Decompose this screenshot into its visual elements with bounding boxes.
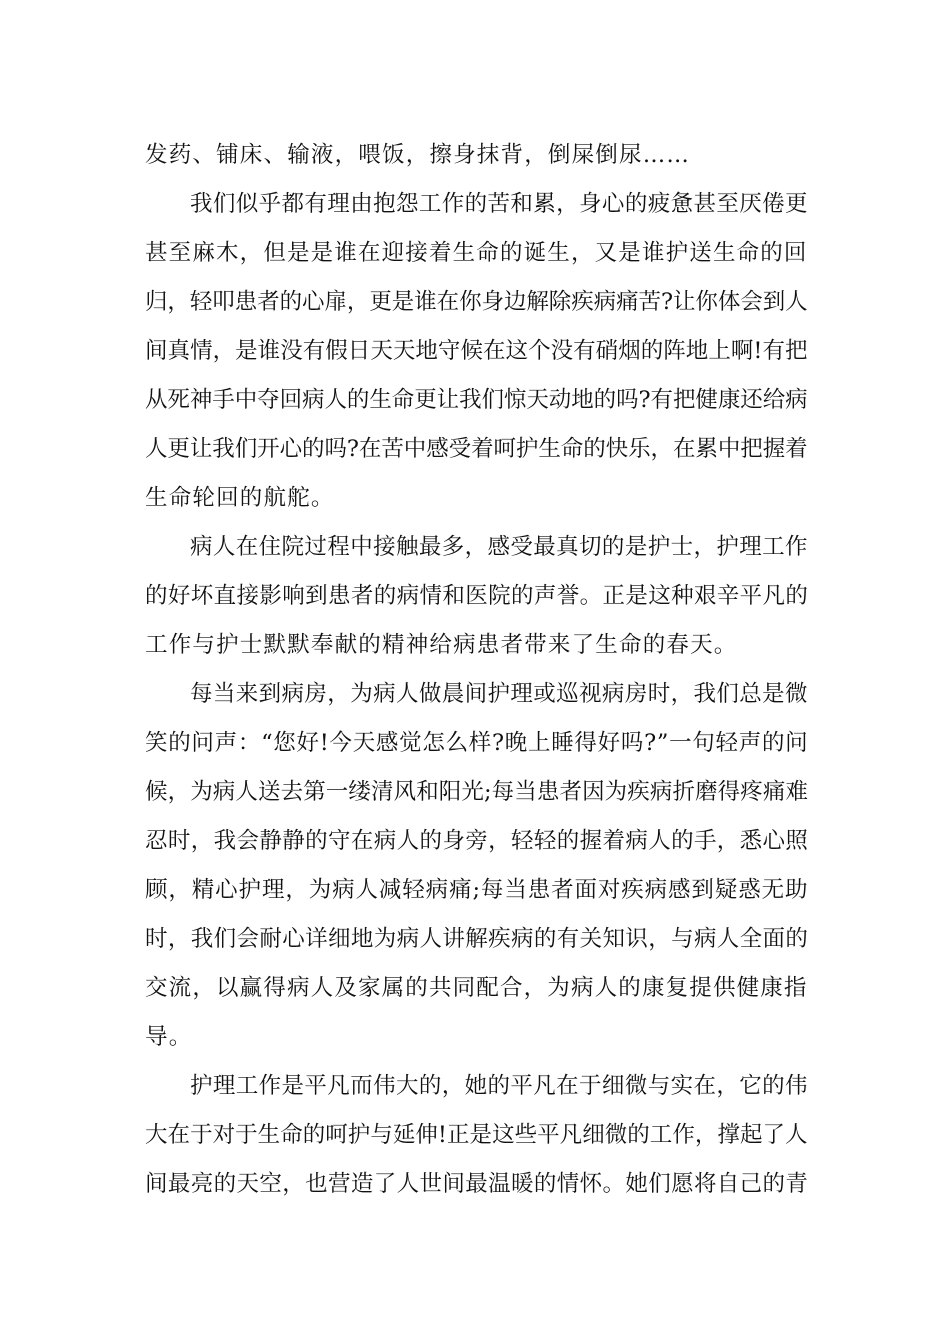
text-line xyxy=(145,768,808,817)
text-line xyxy=(145,621,808,670)
text-line xyxy=(145,425,808,474)
text-line-content: 人更让我们开心的吗?在苦中感受着呵护生命的快乐，在累中把握着 xyxy=(145,436,808,462)
text-line-content: 顾，精心护理，为病人减轻病痛;每当患者面对疾病感到疑惑无助 xyxy=(145,877,809,903)
text-line xyxy=(145,180,808,229)
text-line xyxy=(145,1111,808,1160)
text-line-content: 我们似乎都有理由抱怨工作的苦和累，身心的疲惫甚至厌倦更 xyxy=(190,191,808,217)
paragraph xyxy=(145,180,808,523)
text-line xyxy=(145,670,808,719)
paragraph xyxy=(145,523,808,670)
text-line-content: 生命轮回的航舵。 xyxy=(145,485,335,511)
text-line xyxy=(145,278,808,327)
paragraph xyxy=(145,670,808,1062)
text-line-content: 时，我们会耐心详细地为病人讲解疾病的有关知识，与病人全面的 xyxy=(145,926,809,952)
text-line xyxy=(145,376,808,425)
text-line-content: 笑的问声：“您好!今天感觉怎么样?晚上睡得好吗?”一句轻声的问 xyxy=(145,730,809,756)
text-line-content: 间最亮的天空，也营造了人世间最温暖的情怀。她们愿将自己的青 xyxy=(145,1171,809,1197)
text-line xyxy=(145,1160,808,1209)
text-line-content: 每当来到病房，为病人做晨间护理或巡视病房时，我们总是微 xyxy=(190,681,808,707)
text-line xyxy=(145,915,808,964)
text-line xyxy=(145,866,808,915)
body-text xyxy=(145,131,808,1209)
text-line xyxy=(145,817,808,866)
text-line-content: 导。 xyxy=(145,1024,193,1050)
text-line xyxy=(145,229,808,278)
text-line-content: 交流，以赢得病人及家属的共同配合，为病人的康复提供健康指 xyxy=(145,975,808,1001)
text-line xyxy=(145,719,808,768)
paragraph xyxy=(145,1062,808,1209)
text-line xyxy=(145,131,808,180)
text-line-content: 护理工作是平凡而伟大的，她的平凡在于细微与实在，它的伟 xyxy=(190,1073,808,1099)
text-line xyxy=(145,523,808,572)
text-line-content: 工作与护士默默奉献的精神给病患者带来了生命的春天。 xyxy=(145,632,738,658)
text-line-content: 候，为病人送去第一缕清风和阳光;每当患者因为疾病折磨得疼痛难 xyxy=(145,779,809,805)
text-line-content: 大在于对于生命的呵护与延伸!正是这些平凡细微的工作，撑起了人 xyxy=(145,1122,808,1148)
text-line-content: 从死神手中夺回病人的生命更让我们惊天动地的吗?有把健康还给病 xyxy=(145,387,808,413)
text-line xyxy=(145,572,808,621)
text-line-content: 甚至麻木，但是是谁在迎接着生命的诞生，又是谁护送生命的回 xyxy=(145,240,808,266)
text-line-content: 归，轻叩患者的心扉，更是谁在你身边解除疾病痛苦?让你体会到人 xyxy=(145,289,808,315)
text-line xyxy=(145,474,808,523)
text-line-content: 发药、铺床、输液，喂饭，擦身抹背，倒屎倒尿…… xyxy=(145,142,691,168)
text-line xyxy=(145,327,808,376)
paragraph xyxy=(145,131,808,180)
text-line-content: 的好坏直接影响到患者的病情和医院的声誉。正是这种艰辛平凡的 xyxy=(145,583,809,609)
text-line-content: 间真情，是谁没有假日天天地守候在这个没有硝烟的阵地上啊!有把 xyxy=(145,338,808,364)
text-line-content: 忍时，我会静静的守在病人的身旁，轻轻的握着病人的手，悉心照 xyxy=(145,828,809,854)
text-line-content: 病人在住院过程中接触最多，感受最真切的是护士，护理工作 xyxy=(190,534,808,560)
text-line xyxy=(145,1013,808,1062)
text-line xyxy=(145,964,808,1013)
text-line xyxy=(145,1062,808,1111)
